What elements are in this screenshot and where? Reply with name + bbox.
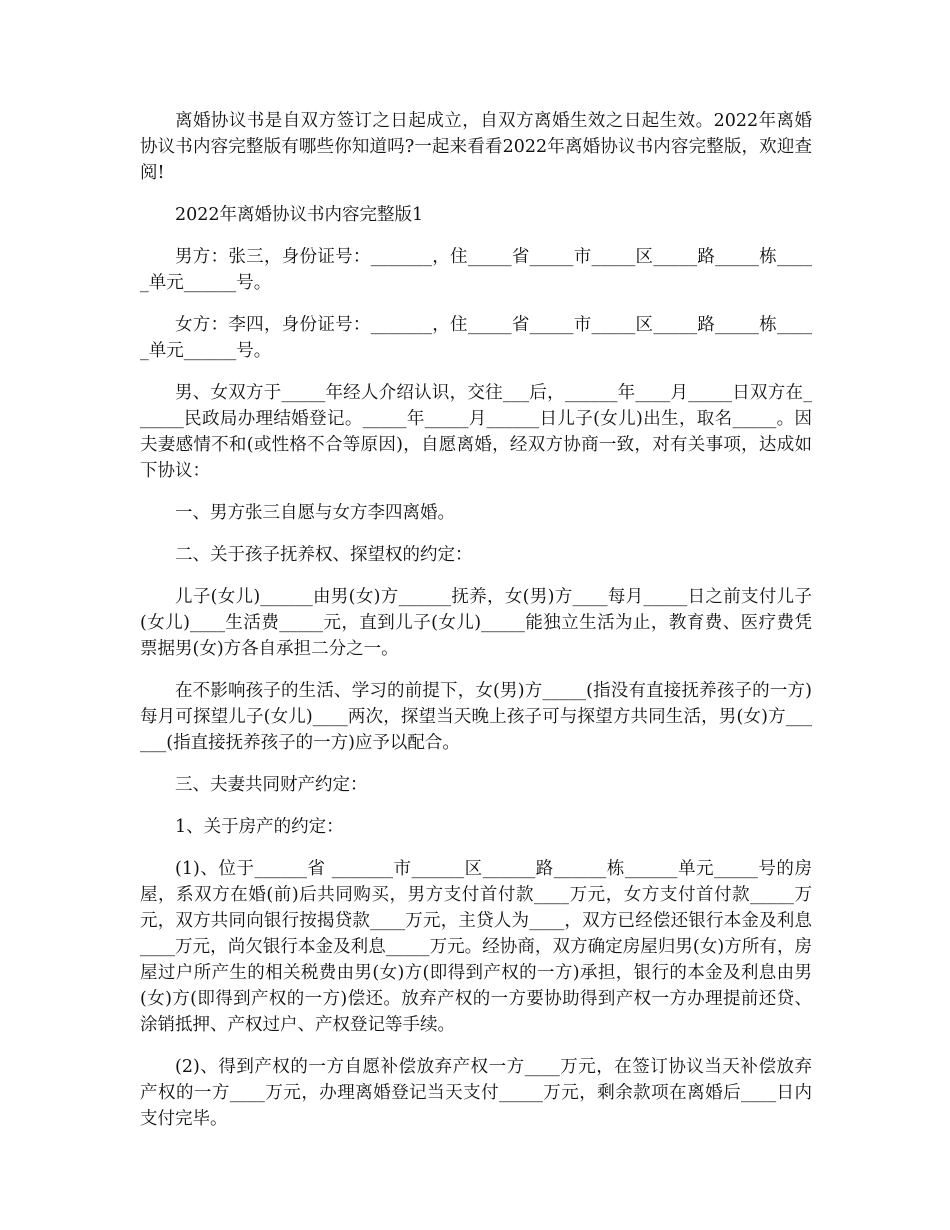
real-estate-heading: 1、关于房产的约定： — [175, 817, 344, 837]
custody-support-paragraph: 儿子(女儿)______由男(女)方______抚养，女(男)方____每月_____日之前支付儿子(女儿)____生活费_____元，直到儿子(女儿)_____能独立生活为止，教育费、医疗费凭票据男(女)方各自承担二分之一。 — [140, 587, 812, 659]
real-estate-clause-1: (1)、位于______省 _______市______区______路______栋______单元_____号的房屋，系双方在婚(前)后共同购买，男方支付首付款____万元，女方支付首付款_____万元，双方共同向银行按揭贷款____万元，主贷人为____，双方已经偿还银行本金及利息____万元，尚欠银行本金及利息_____万元。经协商，双方确定房屋归男(女)方所有，房屋过户所产生的相关税费由男(女)方(即得到产权的一方)承担，银行的本金及利息由男(女)方(即得到产权的一方)偿还。放弃产权的一方要协助得到产权一方办理提前还贷、涂销抵押、产权过户、产权登记等手续。 — [140, 859, 812, 1035]
clause-divorce: 一、男方张三自愿与女方李四离婚。 — [175, 503, 455, 523]
wife-info-paragraph: 女方：李四，身份证号：_______，住_____省_____市_____区_____路_____栋_____单元______号。 — [140, 315, 812, 361]
intro-paragraph: 离婚协议书是自双方签订之日起成立，自双方离婚生效之日起生效。2022年离婚协议书内容完整版有哪些你知道吗?一起来看看2022年离婚协议书内容完整版，欢迎查阅! — [140, 111, 812, 183]
clause-custody-heading: 二、关于孩子抚养权、探望权的约定： — [175, 545, 473, 565]
clause-property-heading: 三、夫妻共同财产约定： — [175, 775, 368, 795]
real-estate-clause-2: (2)、得到产权的一方自愿补偿放弃产权一方____万元，在签订协议当天补偿放弃产权的一方____万元，办理离婚登记当天支付_____万元，剩余款项在离婚后____日内支付完毕。 — [140, 1057, 812, 1129]
husband-info-paragraph: 男方：张三，身份证号：_______，住_____省_____市_____区_____路_____栋_____单元______号。 — [140, 247, 812, 293]
document-body — [140, 108, 812, 1148]
section-heading-version-1: 2022年离婚协议书内容完整版1 — [175, 205, 424, 225]
marriage-background-paragraph: 男、女双方于_____年经人介绍认识，交往___后，______年____月_____日双方在______民政局办理结婚登记。_____年_____月______日儿子(女儿)出生，取名_____。因夫妻感情不和(或性格不合等原因)，自愿离婚，经双方协商一致，对有关事项，达成如下协议： — [140, 383, 812, 481]
visitation-paragraph: 在不影响孩子的生活、学习的前提下，女(男)方_____(指没有直接抚养孩子的一方)每月可探望儿子(女儿)____两次，探望当天晚上孩子可与探望方共同生活，男(女)方______(指直接抚养孩子的一方)应予以配合。 — [140, 681, 812, 753]
